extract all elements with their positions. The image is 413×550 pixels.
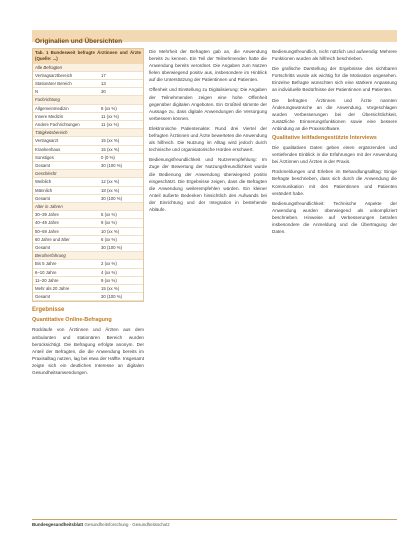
table-row — [33, 105, 143, 113]
journal-name: Bundesgesundheitsblatt — [32, 522, 84, 527]
paragraph: Bedienungsfreundlichkeit: Technische Aspekte der Anwendung wurden überwiegend als unkompliziert beschrieben. Hinweise auf Verbesserungen betrafen insbesondere die Anmeldung und die Übertragung der Daten. — [272, 200, 397, 235]
row-label: Alle Befragten — [35, 64, 62, 70]
row-value — [101, 252, 141, 259]
table-row — [33, 88, 143, 96]
table-row — [33, 121, 143, 129]
row-label: Gesamt — [35, 163, 51, 169]
row-label: Gesamt — [35, 195, 51, 201]
online-survey-heading: Quantitative Online-Befragung — [32, 317, 112, 324]
row-label: Sonstiges — [35, 154, 54, 160]
row-value — [101, 170, 141, 177]
paragraph: Offenheit und Einstellung zu Digitalisierung: Die Angaben der Teilnehmenden zeigen eine hohe Offenheit gegenüber digitalen Angeboten. Ein Großteil stimmte der Aussage zu, dass digitale Anwendungen die Versorgung verbessern können. — [149, 87, 267, 121]
paragraph: Bedienungsfreundlichkeit und Nutzerempfehlung: Im Zuge der Bewertung der Nutzungsfreundlichkeit wurde die Bedienung der Anwendung überwiegend positiv eingeschätzt. Die Ergebnisse zeigen, dass die Befragten die Anwendung weiterempfehlen würden. Ein kleiner Anteil äußerte Bedenken hinsichtlich des Aufwands bei der Einrichtung und der Integration in bestehende Abläufe. — [149, 157, 267, 212]
table-row — [33, 187, 143, 195]
table-row — [33, 178, 143, 186]
paragraph: Die grafische Darstellung der Ergebnisse des sichtbaren Fortschritts wurde als wichtig für die Motivation angesehen. Einzelne Befragte wünschten sich eine stärkere Anpassung an individuelle Bedürfnisse der Patientinnen und Patienten. — [272, 66, 397, 93]
table-row — [33, 285, 143, 293]
row-label: Geschlecht — [35, 171, 57, 177]
table-row — [33, 252, 143, 260]
row-label: 30–39 Jahre — [35, 212, 59, 218]
table-row — [33, 195, 143, 203]
row-value: 15 (xx %) — [101, 138, 120, 144]
table-row — [33, 72, 143, 80]
row-label: 60 Jahre und älter — [35, 236, 70, 242]
table-caption: Tab. 1 Bundesweit befragte Ärztinnen und Ärzte (Quelle: ...) — [33, 49, 143, 64]
table-body — [33, 64, 143, 302]
results-heading: Ergebnisse — [32, 307, 65, 314]
row-value — [101, 64, 141, 71]
row-value: 30 (100 %) — [101, 163, 123, 169]
row-label: Alter in Jahren — [35, 204, 63, 210]
page-footer — [32, 519, 397, 527]
table-row — [33, 260, 143, 268]
row-value: 30 (100 %) — [101, 195, 123, 201]
column-3 — [272, 48, 397, 238]
paragraph: Bedienungsfreundlich, nicht nützlich und aufwendig: Mehrere Funktionen wurden als hilfreich beschrieben. — [272, 49, 397, 62]
row-label: Vertragsarzt — [35, 138, 59, 144]
journal-subtitle: Gesundheitsforschung · Gesundheitsschutz — [84, 522, 170, 527]
table-row — [33, 244, 143, 252]
row-value: 9 (xx %) — [101, 220, 117, 226]
row-value: 30 (100 %) — [101, 245, 123, 251]
row-label: 6–10 Jahre — [35, 269, 57, 275]
row-value: 11 (xx %) — [101, 122, 119, 128]
table-row — [33, 64, 143, 72]
table-row — [33, 96, 143, 104]
table-row — [33, 146, 143, 154]
row-value: 30 — [101, 89, 106, 95]
row-label: Gesamt — [35, 294, 51, 300]
row-label: Krankenhaus — [35, 146, 61, 152]
row-value: 6 (xx %) — [101, 236, 117, 242]
row-value — [101, 203, 141, 210]
demographics-table — [32, 48, 144, 302]
row-value: 2 (xx %) — [101, 261, 117, 267]
row-label: 40–49 Jahre — [35, 220, 59, 226]
table-row — [33, 80, 143, 88]
row-label: Mehr als 20 Jahre — [35, 286, 70, 292]
row-label: Tätigkeitsbereich — [35, 130, 68, 136]
row-value: 5 (xx %) — [101, 212, 117, 218]
row-label: Stationärer Bereich — [35, 81, 72, 86]
row-value: 9 (xx %) — [101, 277, 117, 283]
row-value: 10 (xx %) — [101, 228, 120, 234]
row-label: Innere Medizin — [35, 113, 64, 119]
section-header — [32, 30, 397, 45]
table-row — [33, 162, 143, 170]
table-row — [33, 170, 143, 178]
row-value: 12 (xx %) — [101, 179, 120, 185]
row-value: 15 (xx %) — [101, 286, 120, 292]
row-label: Berufserfahrung — [35, 253, 66, 259]
row-label: Allgemeinmedizin — [35, 105, 69, 111]
table-row — [33, 293, 143, 301]
paragraph: Rückmeldungen und Erleben im Behandlungsalltag: Einige Befragte beschrieben, dass sich durch die Anwendung die Kommunikation mit den Patientinnen und Patienten verändert habe. — [272, 169, 397, 196]
row-label: 11–20 Jahre — [35, 277, 59, 283]
paragraph: Rückläufe von Ärztinnen und Ärzten aus dem ambulanten und stationären Bereich wurden berücksichtigt. Die Befragung erfolgte anonym. Der Anteil der Befragten, die die Anwendung bereits im Praxisalltag nutzen, lag bei etwa der Hälfte. Insgesamt zeigte sich ein deutliches Interesse an digitalen Gesundheitsanwendungen. — [32, 327, 144, 376]
row-value: 13 — [101, 81, 106, 86]
paragraph: Die Mehrheit der Befragten gab an, die Anwendung bereits zu kennen. Ein Teil der Teilnehmenden hatte die Anwendung bereits verordnet. Die Angaben zum Nutzen fielen überwiegend positiv aus, insbesondere im Hinblick auf die Unterstützung der Patientinnen und Patienten. — [149, 49, 267, 83]
row-label: Vertragsarztbereich — [35, 72, 73, 78]
table-row — [33, 113, 143, 121]
row-value: 8 (xx %) — [101, 105, 117, 111]
row-value — [101, 96, 141, 103]
column-1 — [32, 48, 144, 379]
row-label: Fachrichtung — [35, 97, 60, 103]
column-2 — [149, 48, 267, 216]
table-row — [33, 228, 143, 236]
row-label: Andere Fachrichtungen — [35, 122, 80, 128]
paragraph: Die befragten Ärztinnen und Ärzte nannten Änderungswünsche an die Anwendung. Vorgeschlagen wurden Verbesserungen bei der Übersichtlichkeit, zusätzliche Erinnerungsfunktionen sowie eine bessere Anbindung an die Praxissoftware. — [272, 97, 397, 131]
table-row — [33, 129, 143, 137]
row-label: Bis 5 Jahre — [35, 261, 57, 267]
row-value: 4 (xx %) — [101, 269, 117, 275]
row-value: 30 (100 %) — [101, 294, 123, 300]
row-label: Gesamt — [35, 245, 51, 251]
row-label: N — [35, 89, 39, 95]
row-label: Männlich — [35, 187, 53, 193]
table-row — [33, 203, 143, 211]
row-value: 11 (xx %) — [101, 113, 119, 119]
interviews-heading: Qualitative leitfadengestützte Interviews — [272, 135, 377, 142]
table-row — [33, 277, 143, 285]
row-label: Weiblich — [35, 179, 52, 185]
table-row — [33, 211, 143, 219]
row-value — [101, 129, 141, 136]
section-title: Originalien und Übersichten — [35, 38, 123, 45]
row-value: 17 — [101, 72, 106, 78]
paragraph: Die qualitativen Daten geben einen ergänzenden und vertiefenden Einblick in die Erfahrungen mit der Anwendung bei Ärztinnen und Ärzten in der Praxis. — [272, 145, 397, 165]
table-row — [33, 219, 143, 227]
row-value: 0 (0 %) — [101, 154, 115, 160]
paragraph: Elektronische Patientenakte: Rund drei Viertel der befragten Ärztinnen und Ärzte bewerteten die Anwendung als hilfreich. Die Nutzung im Alltag wird jedoch durch technische und organisatorische Hürden erschwert. — [149, 125, 267, 153]
table-row — [33, 154, 143, 162]
table-row — [33, 236, 143, 244]
table-row — [33, 137, 143, 145]
table-row — [33, 269, 143, 277]
row-value: 18 (xx %) — [101, 187, 120, 193]
row-value: 15 (xx %) — [101, 146, 120, 152]
row-label: 50–59 Jahre — [35, 228, 59, 234]
